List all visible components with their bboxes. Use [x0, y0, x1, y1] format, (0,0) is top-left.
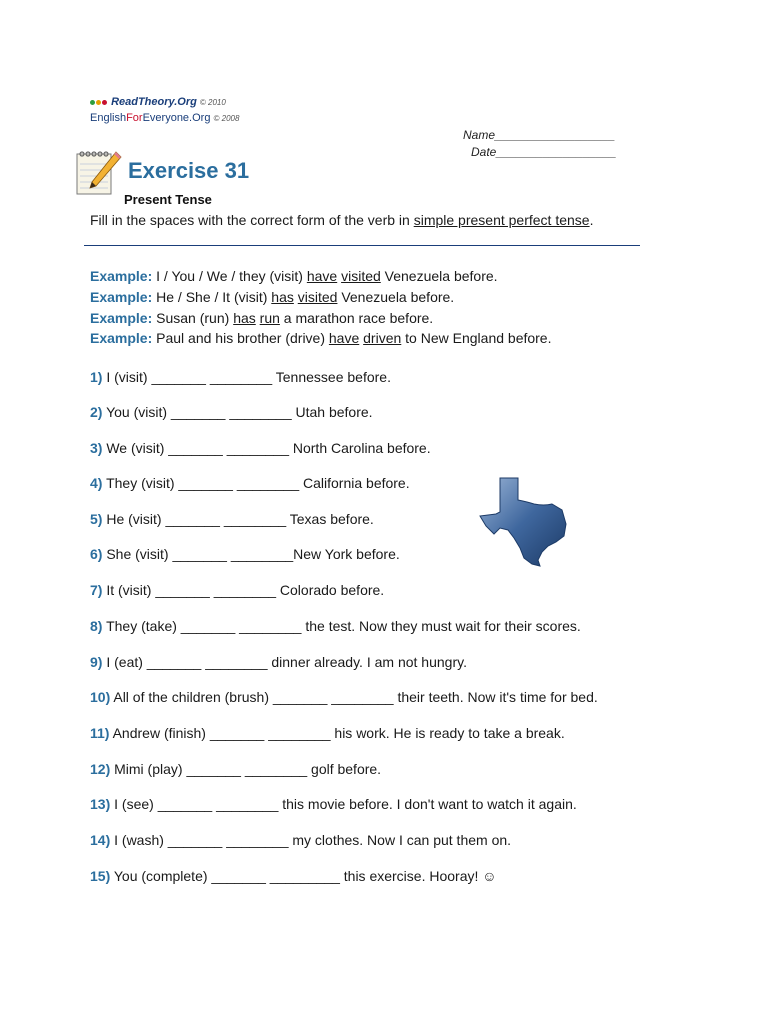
question-3[interactable]: [90, 440, 431, 456]
question-number: 12): [90, 761, 111, 777]
site2-name-for: For: [126, 112, 143, 124]
question-number: 5): [90, 511, 103, 527]
texas-map-icon: [478, 474, 572, 570]
question-number: 11): [90, 725, 110, 741]
question-text: You (complete) _______ _________ this exercise. Hooray! ☺: [110, 868, 497, 884]
example-label: Example:: [90, 330, 153, 346]
site2-name-end: Everyone.Org: [142, 112, 211, 124]
readtheory-logo: [90, 96, 226, 108]
question-2[interactable]: [90, 404, 373, 420]
question-text: I (wash) _______ ________ my clothes. Now I can put them on.: [110, 832, 512, 848]
question-number: 8): [90, 618, 103, 634]
question-10[interactable]: [90, 689, 598, 705]
question-4[interactable]: [90, 475, 410, 491]
example-line-4: [90, 330, 552, 346]
example-label: Example:: [90, 310, 153, 326]
question-number: 4): [90, 475, 103, 491]
question-number: 14): [90, 832, 111, 848]
example-answer-verb: run: [259, 310, 280, 326]
question-11[interactable]: [90, 725, 565, 741]
question-15[interactable]: [90, 868, 497, 884]
question-12[interactable]: [90, 761, 381, 777]
question-text: She (visit) _______ ________New York before.: [102, 546, 400, 562]
site1-copyright: © 2010: [199, 98, 226, 107]
example-line-3: [90, 310, 433, 326]
instructions-text: Fill in the spaces with the correct form of the verb in: [90, 212, 414, 228]
question-text: I (eat) _______ ________ dinner already. I am not hungry.: [102, 654, 467, 670]
example-answer-aux: has: [271, 289, 294, 305]
question-7[interactable]: [90, 582, 384, 598]
example-text-end: to New England before.: [401, 330, 552, 346]
header-divider: [84, 245, 640, 246]
example-line-1: [90, 268, 498, 284]
exercise-title: Exercise 31: [128, 158, 250, 183]
exercise-subtitle: Present Tense: [124, 192, 212, 207]
question-text: You (visit) _______ ________ Utah before.: [102, 404, 373, 420]
question-text: He (visit) _______ ________ Texas before.: [102, 511, 374, 527]
question-number: 9): [90, 654, 103, 670]
question-5[interactable]: [90, 511, 374, 527]
example-answer-verb: driven: [363, 330, 402, 346]
question-9[interactable]: [90, 654, 467, 670]
notepad-pencil-icon: [74, 148, 122, 196]
date-field[interactable]: Date__________________: [471, 145, 617, 159]
question-13[interactable]: [90, 796, 577, 812]
example-text: I / You / We / they (visit): [152, 268, 307, 284]
question-text: Andrew (finish) _______ ________ his work. He is ready to take a break.: [109, 725, 565, 741]
example-answer-aux: have: [328, 330, 360, 346]
site2-name-part: English: [90, 112, 127, 124]
example-label: Example:: [90, 289, 153, 305]
question-number: 2): [90, 404, 103, 420]
englishforeveryone-logo: [90, 112, 239, 124]
question-text: They (visit) _______ ________ California before.: [102, 475, 410, 491]
example-label: Example:: [90, 268, 153, 284]
instructions-key-term: simple present perfect tense: [413, 212, 590, 228]
question-number: 13): [90, 796, 111, 812]
example-text: Susan (run): [152, 310, 234, 326]
instructions: [90, 212, 593, 228]
question-number: 3): [90, 440, 103, 456]
question-text: We (visit) _______ ________ North Carolina before.: [102, 440, 431, 456]
site1-name: ReadTheory.Org: [111, 96, 197, 108]
question-text: All of the children (brush) _______ ________ their teeth. Now it's time for bed.: [110, 689, 598, 705]
example-text-end: Venezuela before.: [380, 268, 498, 284]
instructions-end: .: [589, 212, 594, 228]
question-text: Mimi (play) _______ ________ golf before.: [110, 761, 382, 777]
question-text: I (see) _______ ________ this movie before. I don't want to watch it again.: [110, 796, 577, 812]
example-line-2: [90, 289, 454, 305]
question-text: It (visit) _______ ________ Colorado before.: [102, 582, 385, 598]
example-answer-verb: visited: [297, 289, 338, 305]
question-number: 6): [90, 546, 103, 562]
question-number: 10): [90, 689, 111, 705]
name-field[interactable]: Name__________________: [463, 128, 616, 142]
question-number: 15): [90, 868, 111, 884]
question-6[interactable]: [90, 546, 400, 562]
question-number: 7): [90, 582, 103, 598]
question-text: I (visit) _______ ________ Tennessee before.: [102, 369, 391, 385]
question-text: They (take) _______ ________ the test. Now they must wait for their scores.: [102, 618, 581, 634]
example-answer-aux: has: [233, 310, 256, 326]
question-8[interactable]: [90, 618, 581, 634]
question-14[interactable]: [90, 832, 511, 848]
example-answer-aux: have: [306, 268, 338, 284]
question-1[interactable]: [90, 369, 391, 385]
question-number: 1): [90, 369, 103, 385]
site2-copyright: © 2008: [213, 114, 240, 123]
example-text: He / She / It (visit): [152, 289, 272, 305]
example-text-end: a marathon race before.: [279, 310, 434, 326]
example-text-end: Venezuela before.: [337, 289, 455, 305]
example-answer-verb: visited: [341, 268, 381, 284]
example-text: Paul and his brother (drive): [152, 330, 329, 346]
